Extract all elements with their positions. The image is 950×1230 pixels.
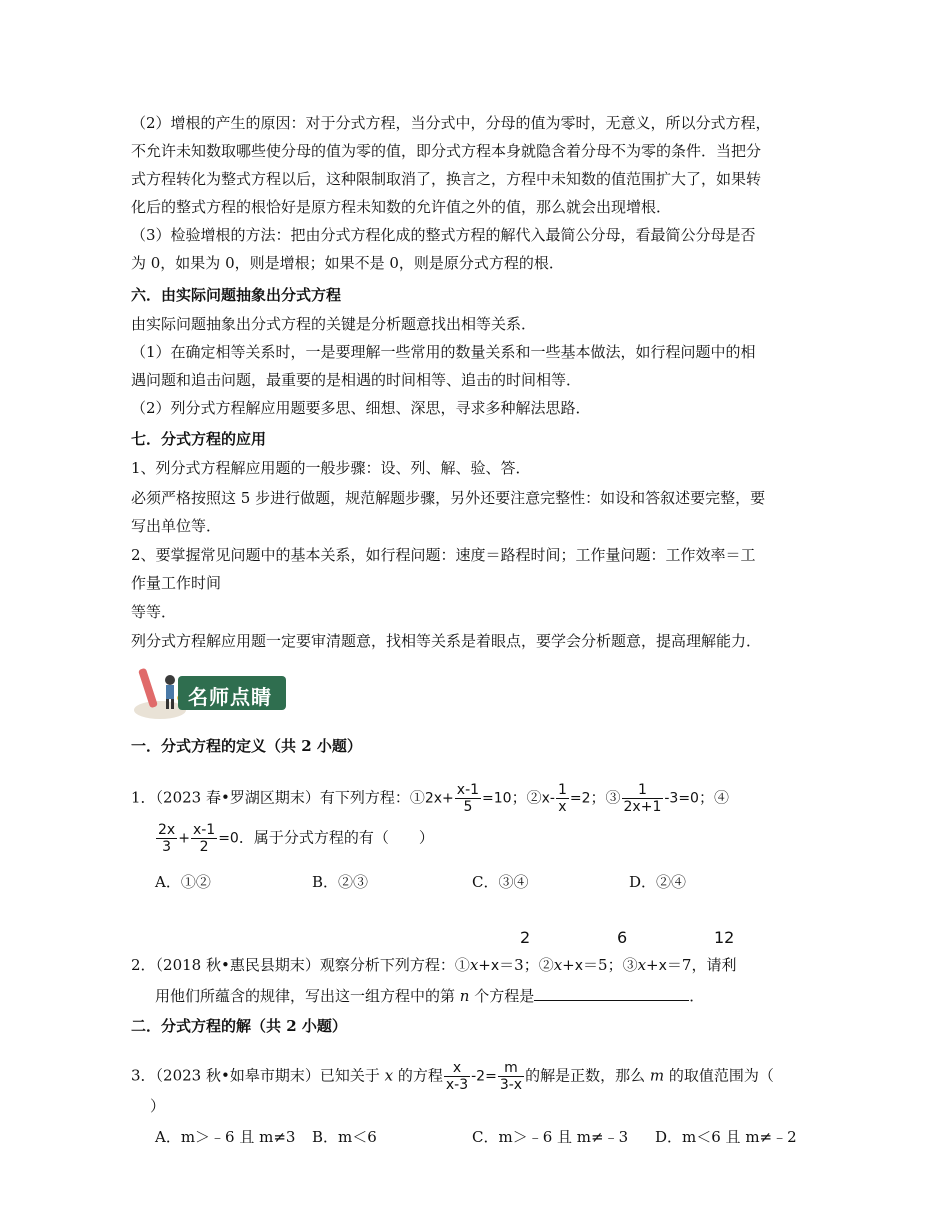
fraction: $\frac{x-1}{2}$ xyxy=(192,822,216,855)
banner-label: 名师点睛 xyxy=(188,685,272,709)
fraction: $\frac{x-1}{5}$ xyxy=(456,782,480,815)
q1-option-c[interactable]: C．③④ xyxy=(472,873,529,891)
section-heading-6: 六．由实际问题抽象出分式方程 xyxy=(131,286,342,304)
paragraph-line: 1、列分式方程解应用题的一般步骤：设、列、解、验、答． xyxy=(131,459,531,477)
q1-option-b[interactable]: B．②③ xyxy=(312,873,369,891)
q2-numerator: 12 xyxy=(714,928,735,947)
q2-numerator: 6 xyxy=(617,928,628,947)
teacher-tips-banner xyxy=(130,662,288,722)
fraction: $\frac{1}{x}$ xyxy=(557,782,567,815)
paragraph-line: 式方程转化为整式方程以后，这种限制取消了，换言之，方程中未知数的值范围扩大了，如果转 xyxy=(131,170,762,188)
question-3-line1: 3．（2023 秋•如皋市期末）已知关于 x 的方程 $\frac{x}{x-3}$ -2= $\frac{m}{3-x}$ 的解是正数，那么 m 的取值范围为（ xyxy=(131,1060,774,1093)
question-3-line2: ） xyxy=(150,1097,166,1115)
paragraph-line: 必须严格按照这 5 步进行做题，规范解题步骤，另外还要注意完整性：如设和答叙述要完整，要 xyxy=(131,489,766,507)
paragraph-line: 不允许未知数取哪些使分母的值为零的值，即分式方程本身就隐含着分母不为零的条件．当把分 xyxy=(131,142,762,160)
fraction: $\frac{2x}{3}$ xyxy=(158,822,176,855)
question-2-line1: 2．（2018 秋•惠民县期末）观察分析下列方程：①x+x＝3；②x+x＝5；③x+x＝7，请利 xyxy=(131,956,737,974)
paragraph-line: 等等． xyxy=(131,603,177,621)
q1-option-a[interactable]: A．①② xyxy=(155,873,211,891)
question-1-line2: $\frac{2x}{3}$ + $\frac{x-1}{2}$ =0．属于分式方程的有（ ） xyxy=(158,822,434,855)
paragraph-line: 遇问题和追击问题，最重要的是相遇的时间相等、追击的时间相等． xyxy=(131,371,582,389)
paragraph-line: 化后的整式方程的根恰好是原方程未知数的允许值之外的值，那么就会出现增根． xyxy=(131,198,672,216)
fraction: $\frac{1}{2x+1}$ xyxy=(623,782,662,815)
paragraph-line: 由实际问题抽象出分式方程的关键是分析题意找出相等关系． xyxy=(131,315,537,333)
paragraph-line: 为 0，如果为 0，则是增根；如果不是 0，则是原分式方程的根． xyxy=(131,254,564,272)
answer-blank[interactable] xyxy=(534,984,689,1001)
q3-option-c[interactable]: C．m＞﹣6 且 m≠﹣3 xyxy=(472,1128,629,1146)
paragraph-line: （2）增根的产生的原因：对于分式方程，当分式中，分母的值为零时，无意义，所以分式方程， xyxy=(131,114,771,132)
paragraph-line: 2、要掌握常见问题中的基本关系，如行程问题：速度＝路程时间；工作量问题：工作效率＝工 xyxy=(131,546,756,564)
question-1-line1: 1．（2023 春•罗湖区期末）有下列方程：①2x+ $\frac{x-1}{5}$ =10；②x- $\frac{1}{x}$ =2；③ $\frac{1}{2x+1}$ -3=0；④ xyxy=(131,782,729,815)
q3-option-d[interactable]: D．m＜6 且 m≠﹣2 xyxy=(655,1128,797,1146)
fraction: $\frac{m}{3-x}$ xyxy=(499,1060,523,1093)
paragraph-line: 作量工作时间 xyxy=(131,574,222,592)
paragraph-line: （2）列分式方程解应用题要多思、细想、深思，寻求多种解法思路． xyxy=(131,399,591,417)
q3-option-a[interactable]: A．m＞﹣6 且 m≠3 xyxy=(155,1128,296,1146)
section-heading-7: 七．分式方程的应用 xyxy=(131,430,267,448)
question-2-line2: 用他们所蕴含的规律，写出这一组方程中的第 n 个方程是 ． xyxy=(155,984,704,1007)
paragraph-line: （3）检验增根的方法：把由分式方程化成的整式方程的解代入最简公分母，看最简公分母是否 xyxy=(131,226,756,244)
paragraph-line: 写出单位等． xyxy=(131,517,222,535)
q1-option-d[interactable]: D．②④ xyxy=(629,873,687,891)
section-title-1: 一．分式方程的定义（共 2 小题） xyxy=(131,737,362,755)
q2-numerator: 2 xyxy=(520,928,531,947)
paragraph-line: 列分式方程解应用题一定要审清题意，找相等关系是着眼点，要学会分析题意，提高理解能力． xyxy=(131,632,762,650)
fraction: $\frac{x}{x-3}$ xyxy=(445,1060,469,1093)
paragraph-line: （1）在确定相等关系时，一是要理解一些常用的数量关系和一些基本做法，如行程问题中的相 xyxy=(131,343,756,361)
section-title-2: 二．分式方程的解（共 2 小题） xyxy=(131,1017,347,1035)
q3-option-b[interactable]: B．m＜6 xyxy=(312,1128,377,1146)
